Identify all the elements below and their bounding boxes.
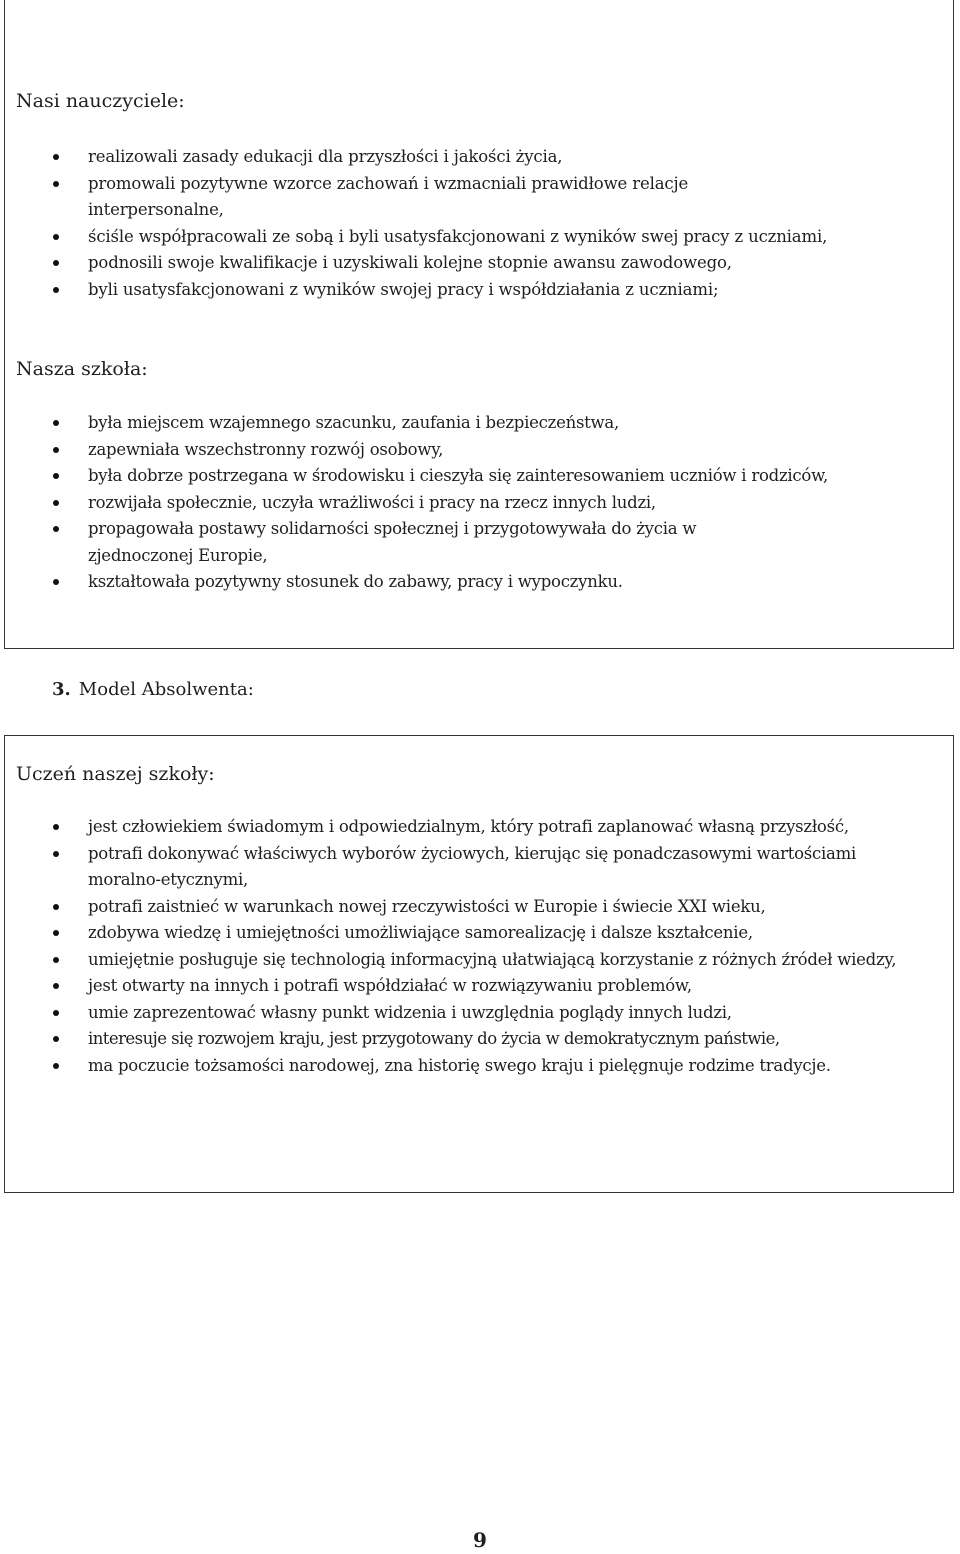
page-number: 9: [473, 1528, 487, 1552]
teachers-list: [0, 144, 900, 303]
list-item: byli usatysfakcjonowani z wyników swojej pracy i współdziałania z uczniami;: [0, 277, 900, 304]
list-item: była dobrze postrzegana w środowisku i cieszyła się zainteresowaniem uczniów i rodziców,: [0, 463, 900, 490]
list-item: kształtowała pozytywny stosunek do zabawy, pracy i wypoczynku.: [0, 569, 900, 596]
list-item: zapewniała wszechstronny rozwój osobowy,: [0, 437, 900, 464]
student-heading: Uczeń naszej szkoły:: [16, 763, 215, 785]
list-item: promowali pozytywne wzorce zachowań i wzmacniali prawidłowe relacje interpersonalne,: [0, 171, 900, 224]
list-item: jest człowiekiem świadomym i odpowiedzialnym, który potrafi zaplanować własną przyszłość,: [0, 814, 945, 841]
list-item: umie zaprezentować własny punkt widzenia i uwzględnia poglądy innych ludzi,: [0, 1000, 945, 1027]
list-item: ściśle współpracowali ze sobą i byli usatysfakcjonowani z wyników swej pracy z uczniami,: [0, 224, 900, 251]
list-item: była miejscem wzajemnego szacunku, zaufania i bezpieczeństwa,: [0, 410, 900, 437]
list-item: potrafi zaistnieć w warunkach nowej rzeczywistości w Europie i świecie XXI wieku,: [0, 894, 945, 921]
list-item: zdobywa wiedzę i umiejętności umożliwiające samorealizację i dalsze kształcenie,: [0, 920, 945, 947]
school-heading: Nasza szkoła:: [16, 358, 148, 380]
school-list: [0, 410, 900, 596]
section-title-text: Model Absolwenta:: [78, 679, 254, 700]
teachers-heading: Nasi nauczyciele:: [16, 90, 185, 112]
list-item: jest otwarty na innych i potrafi współdziałać w rozwiązywaniu problemów,: [0, 973, 945, 1000]
section-title: [52, 679, 254, 700]
section-number: 3.: [52, 679, 71, 700]
list-item: podnosili swoje kwalifikacje i uzyskiwali kolejne stopnie awansu zawodowego,: [0, 250, 900, 277]
list-item: potrafi dokonywać właściwych wyborów życiowych, kierując się ponadczasowymi wartościami moralno-etycznymi,: [0, 841, 945, 894]
list-item: realizowali zasady edukacji dla przyszłości i jakości życia,: [0, 144, 900, 171]
student-list: [0, 814, 945, 1079]
list-item: umiejętnie posługuje się technologią informacyjną ułatwiającą korzystanie z różnych źródeł wiedzy,: [0, 947, 945, 974]
list-item: interesuje się rozwojem kraju, jest przygotowany do życia w demokratycznym państwie,: [0, 1026, 945, 1053]
list-item: ma poczucie tożsamości narodowej, zna historię swego kraju i pielęgnuje rodzime tradycje.: [0, 1053, 945, 1080]
list-item: rozwijała społecznie, uczyła wrażliwości i pracy na rzecz innych ludzi,: [0, 490, 900, 517]
list-item: propagowała postawy solidarności społecznej i przygotowywała do życia w zjednoczonej Europie,: [0, 516, 900, 569]
